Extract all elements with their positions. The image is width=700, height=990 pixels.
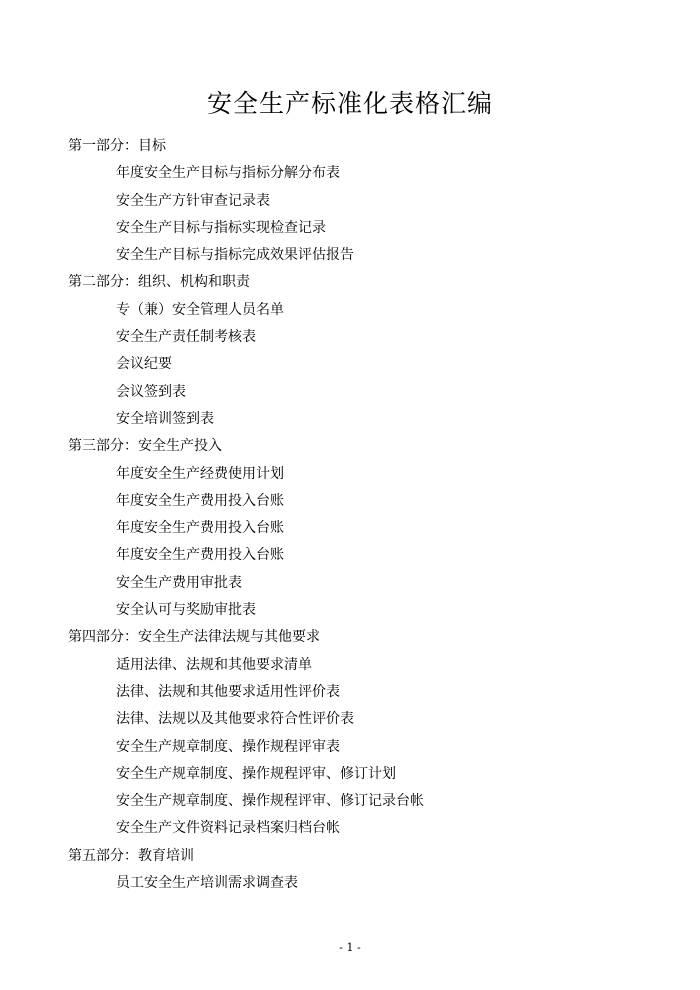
list-item: 安全生产责任制考核表	[116, 329, 256, 346]
document-title: 安全生产标准化表格汇编	[206, 89, 493, 118]
list-item: 安全生产目标与指标实现检查记录	[116, 219, 326, 236]
list-item: 安全认可与奖励审批表	[116, 602, 256, 619]
list-item: 安全培训签到表	[116, 410, 214, 427]
list-item: 年度安全生产经费使用计划	[116, 465, 284, 482]
section-heading: 第四部分：安全生产法律法规与其他要求	[68, 629, 320, 646]
section-1	[0, 133, 700, 269]
list-item: 年度安全生产目标与指标分解分布表	[116, 165, 340, 182]
page-number: - 1 -	[339, 941, 361, 954]
list-item: 年度安全生产费用投入台账	[116, 547, 284, 564]
list-item: 会议签到表	[116, 383, 186, 400]
section-heading: 第三部分：安全生产投入	[68, 438, 222, 455]
list-item: 安全生产费用审批表	[116, 574, 242, 591]
list-item: 安全生产规章制度、操作规程评审、修订计划	[116, 765, 396, 782]
section-heading: 第一部分：目标	[68, 138, 166, 154]
list-item: 安全生产目标与指标完成效果评估报告	[116, 247, 354, 264]
list-item: 法律、法规以及其他要求符合性评价表	[116, 711, 354, 728]
list-item: 安全生产规章制度、操作规程评审、修订记录台帐	[116, 793, 424, 810]
list-item: 会议纪要	[116, 356, 172, 373]
list-item: 员工安全生产培训需求调查表	[116, 875, 298, 892]
list-item: 年度安全生产费用投入台账	[116, 520, 284, 537]
list-item: 安全生产文件资料记录档案归档台帐	[116, 820, 340, 837]
list-item: 年度安全生产费用投入台账	[116, 492, 284, 509]
section-5	[0, 843, 700, 898]
list-item: 安全生产方针审查记录表	[116, 192, 270, 209]
list-item: 专（兼）安全管理人员名单	[116, 301, 284, 318]
section-4	[0, 624, 700, 842]
section-heading: 第二部分：组织、机构和职责	[68, 274, 250, 291]
section-heading: 第五部分：教育培训	[68, 847, 194, 864]
section-3	[0, 433, 700, 624]
list-item: 法律、法规和其他要求适用性评价表	[116, 683, 340, 700]
table-of-contents	[0, 133, 700, 897]
section-2	[0, 269, 700, 433]
list-item: 适用法律、法规和其他要求清单	[116, 656, 312, 673]
list-item: 安全生产规章制度、操作规程评审表	[116, 738, 340, 755]
